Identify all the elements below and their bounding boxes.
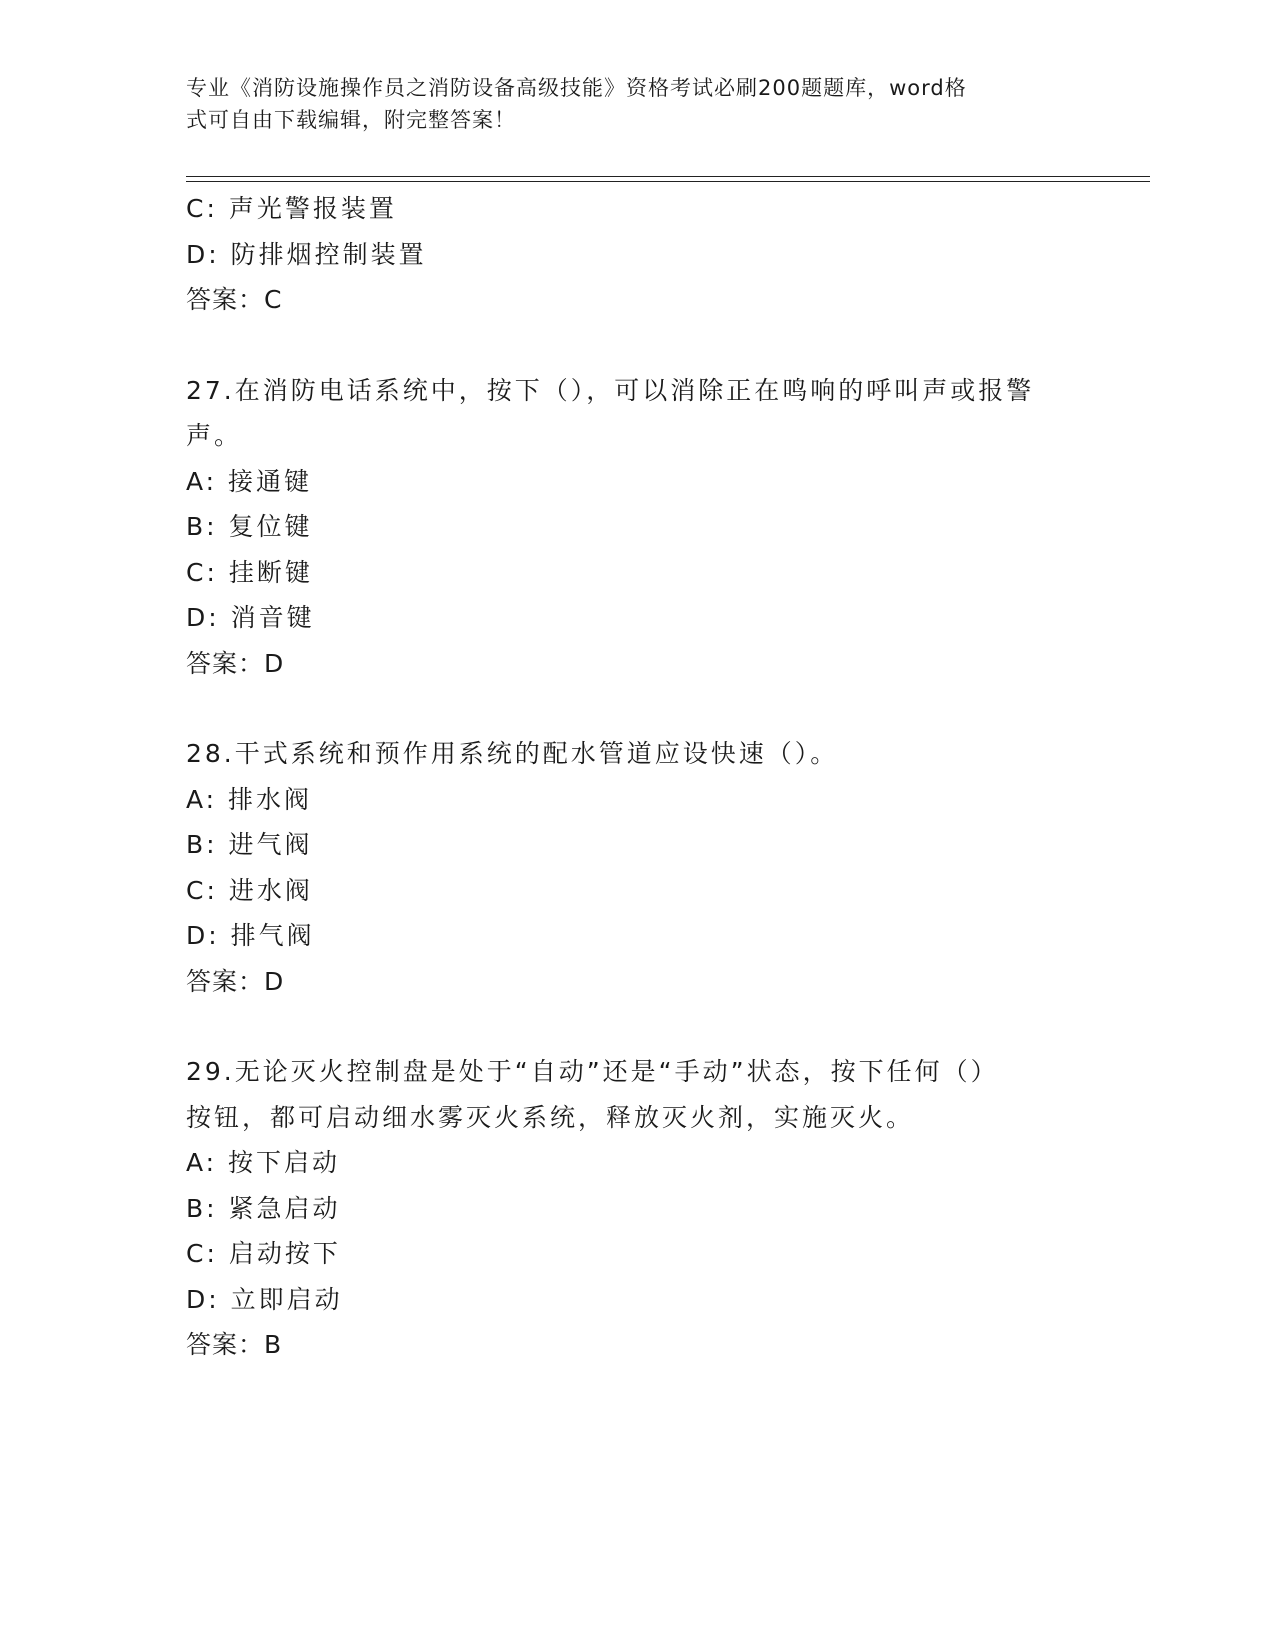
spacer [186, 1004, 1086, 1049]
document-header [186, 72, 1066, 136]
option-a: A: 按下启动 [186, 1148, 341, 1177]
header-divider-top [186, 176, 1150, 177]
header-line-2: 式可自由下载编辑，附完整答案！ [186, 108, 516, 132]
answer: 答案：D [186, 966, 285, 996]
question-stem-line-2: 按钮，都可启动细水雾灭火系统，释放灭火剂，实施灭火。 [186, 1102, 915, 1132]
question-stem-line-2: 声。 [186, 421, 243, 450]
header-divider-bottom [186, 181, 1150, 182]
option-b: B: 复位键 [186, 512, 313, 541]
question-carryover [186, 186, 1086, 323]
question-stem-line-1: 27.在消防电话系统中，按下（），可以消除正在鸣响的呼叫声或报警 [186, 375, 1035, 405]
answer: 答案：D [186, 648, 285, 678]
question-stem-line-1: 28.干式系统和预作用系统的配水管道应设快速（）。 [186, 739, 839, 768]
header-line-1: 专业《消防设施操作员之消防设备高级技能》资格考试必刷200题题库，word格 [186, 76, 967, 100]
option-d: D: 防排烟控制装置 [186, 239, 427, 269]
option-c: C: 进水阀 [186, 875, 313, 905]
question-29 [186, 1049, 1086, 1368]
option-a: A: 接通键 [186, 466, 313, 496]
option-d: D: 消音键 [186, 603, 315, 632]
option-b: B: 进气阀 [186, 830, 313, 859]
question-stem-line-1: 29.无论灭火控制盘是处于“自动”还是“手动”状态，按下任何（） [186, 1057, 999, 1086]
option-c: C: 挂断键 [186, 557, 313, 587]
answer: 答案：B [186, 1330, 283, 1359]
document-body [186, 186, 1086, 1368]
question-28 [186, 731, 1086, 1004]
answer: 答案：C [186, 285, 283, 314]
option-a: A: 排水阀 [186, 784, 313, 814]
option-d: D: 立即启动 [186, 1284, 343, 1314]
option-c: C: 启动按下 [186, 1239, 341, 1268]
spacer [186, 323, 1086, 368]
option-d: D: 排气阀 [186, 921, 315, 950]
option-c: C: 声光警报装置 [186, 194, 397, 223]
question-27 [186, 368, 1086, 687]
option-b: B: 紧急启动 [186, 1193, 341, 1223]
spacer [186, 686, 1086, 731]
